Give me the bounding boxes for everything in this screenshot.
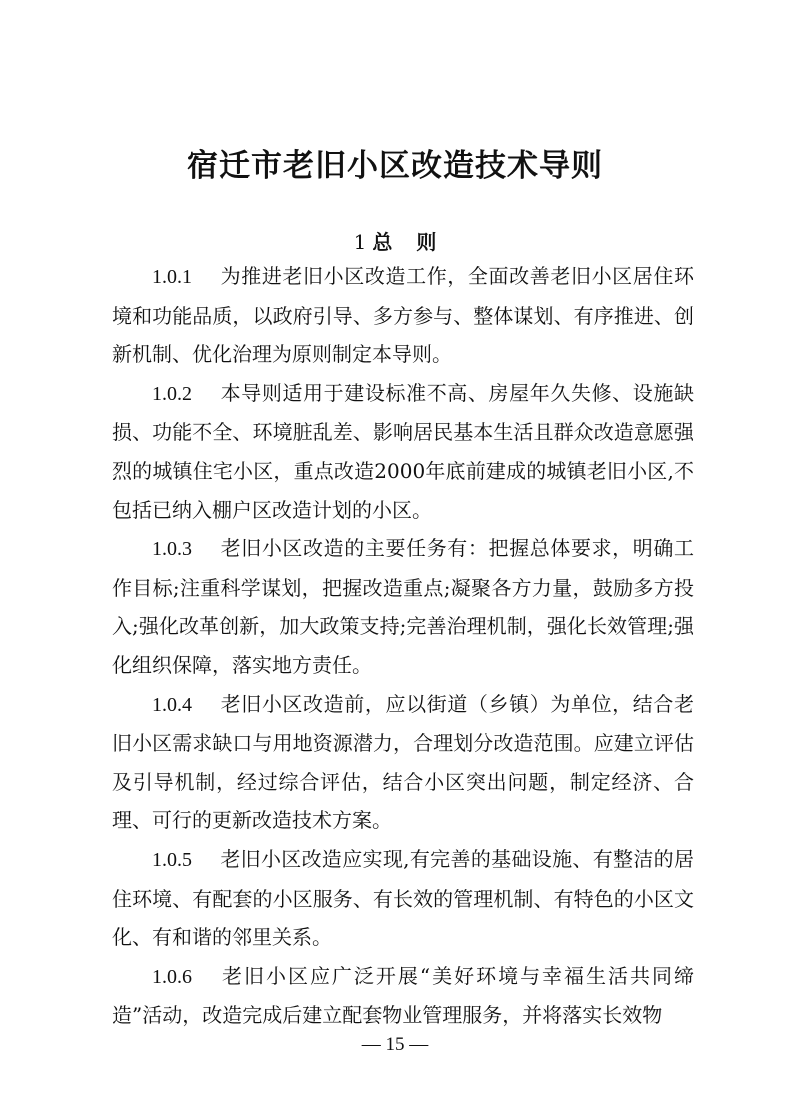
clause-1-0-1 xyxy=(112,257,694,374)
clause-1-0-6 xyxy=(112,957,694,1035)
clause-number: 1.0.6 xyxy=(152,965,192,988)
clause-text: 为推进老旧小区改造工作，全面改善老旧小区居住环境和功能品质，以政府引导、多方参与、整体谋划、有序推进、创新机制、优化治理为原则制定本导则。 xyxy=(112,264,694,367)
section-heading xyxy=(0,226,790,255)
clause-text: 老旧小区改造的主要任务有：把握总体要求，明确工作目标;注重科学谋划，把握改造重点;凝聚各方力量，鼓励多方投入;强化改革创新，加大政策支持;完善治理机制，强化长效管理;强化组织保障，落实地方责任。 xyxy=(112,536,694,677)
document-title: 宿迁市老旧小区改造技术导则 xyxy=(187,148,603,184)
clause-1-0-2 xyxy=(112,374,694,529)
clause-number: 1.0.2 xyxy=(152,382,192,405)
clause-text: 本导则适用于建设标准不高、房屋年久失修、设施缺损、功能不全、环境脏乱差、影响居民基本生活且群众改造意愿强烈的城镇住宅小区，重点改造2000年底前建成的城镇老旧小区,不包括已纳入棚户区改造计划的小区。 xyxy=(112,380,694,522)
clause-1-0-3 xyxy=(112,529,694,684)
page-number: — 15 — xyxy=(361,1034,429,1055)
clause-1-0-5 xyxy=(112,840,694,957)
clause-number: 1.0.5 xyxy=(152,848,192,871)
clause-number: 1.0.3 xyxy=(152,538,192,561)
section-number: 1 xyxy=(353,230,367,254)
clause-number: 1.0.4 xyxy=(152,693,192,716)
clause-text: 老旧小区改造前，应以街道（乡镇）为单位，结合老旧小区需求缺口与用地资源潜力，合理划分改造范围。应建立评估及引导机制，经过综合评估，结合小区突出问题，制定经济、合理、可行的更新改造技术方案。 xyxy=(112,691,694,833)
clause-text: 老旧小区改造应实现,有完善的基础设施、有整洁的居住环境、有配套的小区服务、有长效的管理机制、有特色的小区文化、有和谐的邻里关系。 xyxy=(112,846,694,950)
clause-1-0-4 xyxy=(112,685,694,840)
section-title-char-2: 则 xyxy=(416,230,437,254)
document-body xyxy=(112,257,694,1035)
section-title-char-1: 总 xyxy=(372,230,393,254)
clause-number: 1.0.1 xyxy=(152,266,192,288)
clause-text: 老旧小区应广泛开展“美好环境与幸福生活共同缔造”活动，改造完成后建立配套物业管理服务，并将落实长效物 xyxy=(112,963,694,1028)
